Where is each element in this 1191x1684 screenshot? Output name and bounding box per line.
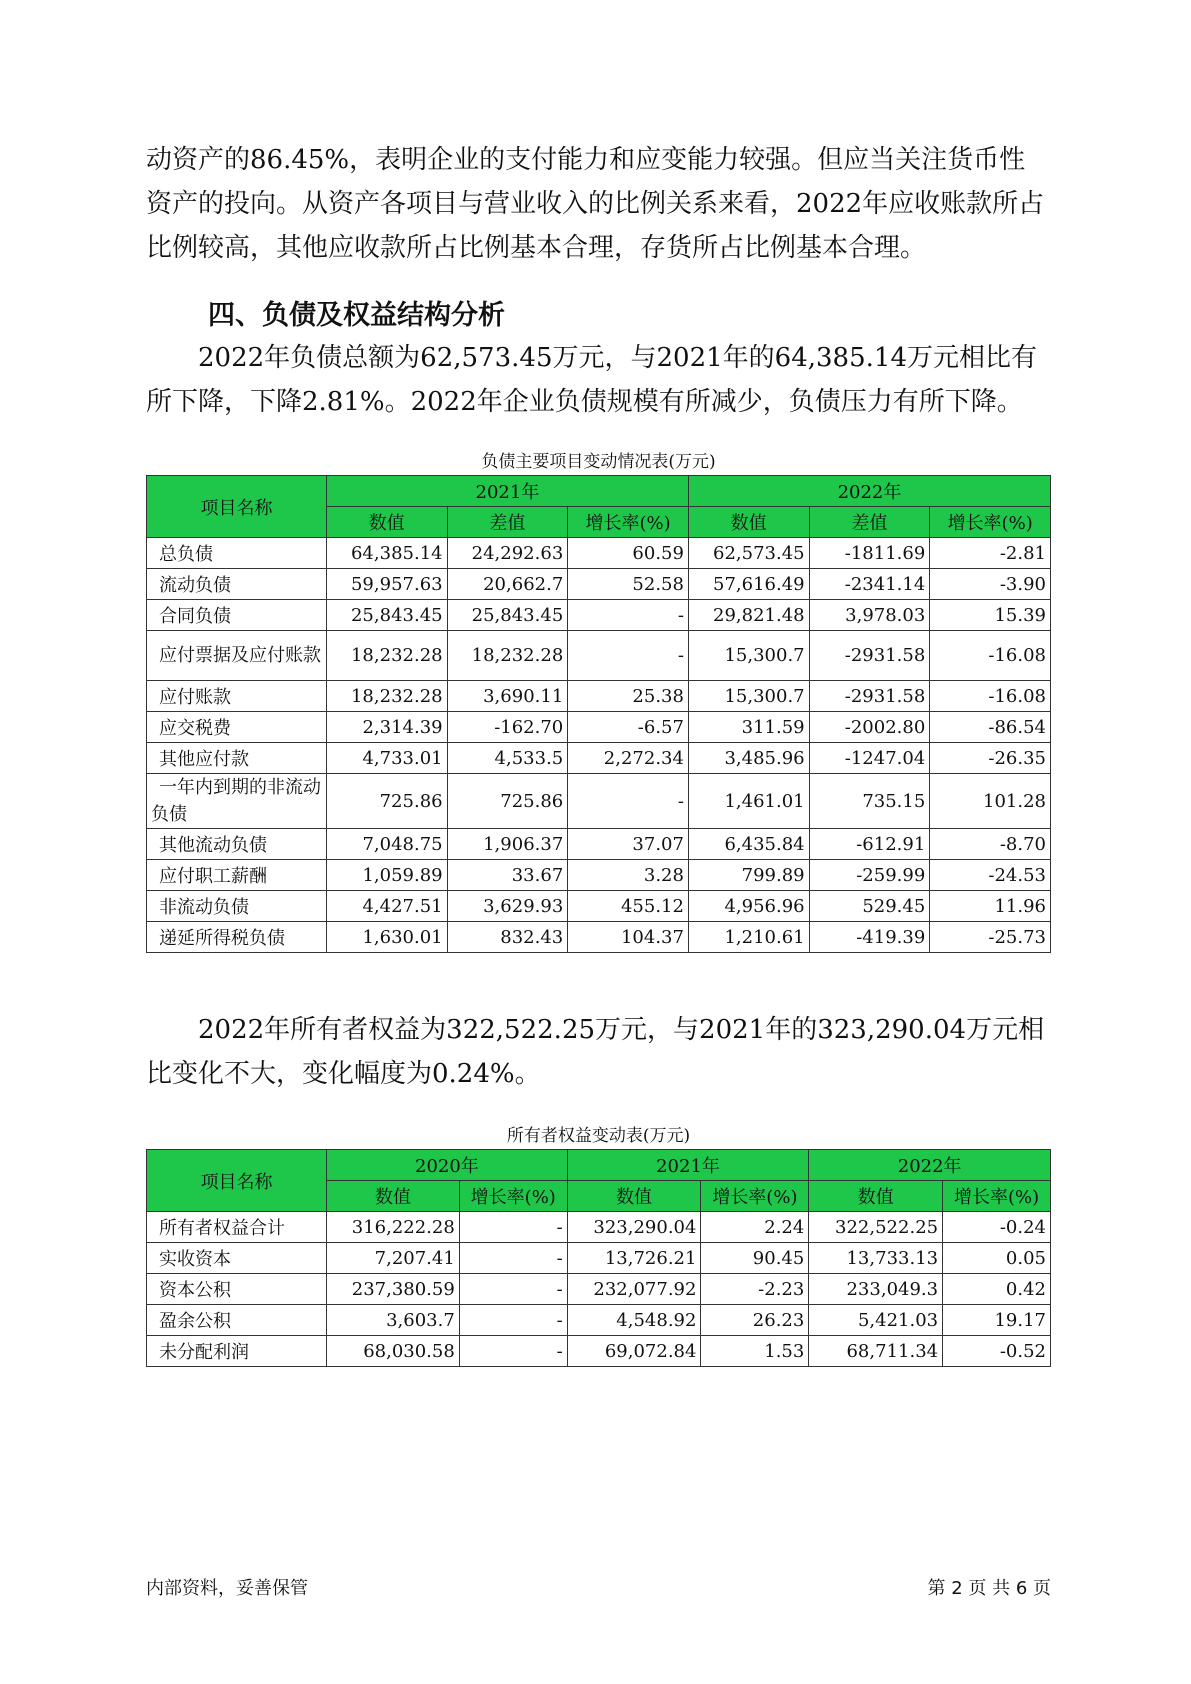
- cell-d1: 18,232.28: [447, 631, 568, 681]
- cell-d2: -1247.04: [809, 743, 930, 774]
- cell-r1: -6.57: [568, 712, 689, 743]
- cell-d2: 3,978.03: [809, 600, 930, 631]
- header-item-name: 项目名称: [147, 476, 327, 538]
- cell-v1: 59,957.63: [326, 569, 447, 600]
- cell-r2: 101.28: [930, 774, 1051, 829]
- paragraph-liabilities: 2022年负债总额为62,573.45万元，与2021年的64,385.14万元相比有所下降，下降2.81%。2022年企业负债规模有所减少，负债压力有所下降。: [146, 343, 1037, 417]
- cell-r1: -: [459, 1212, 567, 1243]
- cell-r2: -16.08: [930, 631, 1051, 681]
- table-row: [147, 774, 1051, 829]
- cell-r2: -86.54: [930, 712, 1051, 743]
- cell-d1: 20,662.7: [447, 569, 568, 600]
- table-row: [147, 860, 1051, 891]
- table-row: [147, 1243, 1051, 1274]
- cell-r1: 60.59: [568, 538, 689, 569]
- cell-d2: -419.39: [809, 922, 930, 953]
- cell-d1: 725.86: [447, 774, 568, 829]
- table-row: [147, 631, 1051, 681]
- header-rate: 增长率(%): [701, 1181, 809, 1212]
- cell-v1: 18,232.28: [326, 681, 447, 712]
- cell-r2: 1.53: [701, 1336, 809, 1367]
- cell-d2: -259.99: [809, 860, 930, 891]
- row-item-name: 总负债: [147, 538, 327, 569]
- row-item-name: 实收资本: [147, 1243, 327, 1274]
- cell-d1: -162.70: [447, 712, 568, 743]
- cell-r2: -2.23: [701, 1274, 809, 1305]
- cell-r2: 2.24: [701, 1212, 809, 1243]
- cell-r1: 104.37: [568, 922, 689, 953]
- cell-r1: 37.07: [568, 829, 689, 860]
- row-item-name: 一年内到期的非流动负债: [147, 774, 327, 829]
- cell-r2: -26.35: [930, 743, 1051, 774]
- cell-v1: 7,048.75: [326, 829, 447, 860]
- header-year-2022: 2022年: [809, 1150, 1051, 1181]
- cell-v3: 233,049.3: [809, 1274, 943, 1305]
- cell-v1: 1,630.01: [326, 922, 447, 953]
- cell-v2: 232,077.92: [567, 1274, 701, 1305]
- cell-v2: 311.59: [688, 712, 809, 743]
- cell-r1: -: [459, 1336, 567, 1367]
- cell-v1: 18,232.28: [326, 631, 447, 681]
- table-row: [147, 1212, 1051, 1243]
- cell-v2: 57,616.49: [688, 569, 809, 600]
- cell-r1: -: [459, 1274, 567, 1305]
- cell-v3: 68,711.34: [809, 1336, 943, 1367]
- cell-v1: 64,385.14: [326, 538, 447, 569]
- header-value: 数值: [567, 1181, 701, 1212]
- cell-d1: 24,292.63: [447, 538, 568, 569]
- table-row: [147, 681, 1051, 712]
- cell-v2: 1,461.01: [688, 774, 809, 829]
- header-value: 数值: [326, 507, 447, 538]
- cell-d1: 832.43: [447, 922, 568, 953]
- cell-r3: -0.24: [943, 1212, 1051, 1243]
- cell-v1: 237,380.59: [327, 1274, 460, 1305]
- header-value: 数值: [809, 1181, 943, 1212]
- cell-v1: 2,314.39: [326, 712, 447, 743]
- cell-d2: -2341.14: [809, 569, 930, 600]
- header-diff: 差值: [809, 507, 930, 538]
- cell-v2: 15,300.7: [688, 681, 809, 712]
- cell-v1: 3,603.7: [327, 1305, 460, 1336]
- footer-page-number: 第 2 页 共 6 页: [927, 1578, 1051, 1599]
- row-item-name: 其他流动负债: [147, 829, 327, 860]
- cell-v1: 25,843.45: [326, 600, 447, 631]
- cell-r3: 0.42: [943, 1274, 1051, 1305]
- row-item-name: 盈余公积: [147, 1305, 327, 1336]
- row-item-name: 其他应付款: [147, 743, 327, 774]
- cell-r1: 3.28: [568, 860, 689, 891]
- cell-d1: 33.67: [447, 860, 568, 891]
- equity-table: [146, 1149, 1051, 1367]
- cell-v2: 1,210.61: [688, 922, 809, 953]
- row-item-name: 未分配利润: [147, 1336, 327, 1367]
- row-item-name: 非流动负债: [147, 891, 327, 922]
- cell-v2: 6,435.84: [688, 829, 809, 860]
- cell-r2: 15.39: [930, 600, 1051, 631]
- cell-d1: 4,533.5: [447, 743, 568, 774]
- cell-v1: 4,427.51: [326, 891, 447, 922]
- cell-r1: 2,272.34: [568, 743, 689, 774]
- header-rate: 增长率(%): [568, 507, 689, 538]
- cell-r2: -25.73: [930, 922, 1051, 953]
- row-item-name: 递延所得税负债: [147, 922, 327, 953]
- cell-v2: 15,300.7: [688, 631, 809, 681]
- cell-r3: 0.05: [943, 1243, 1051, 1274]
- cell-d1: 1,906.37: [447, 829, 568, 860]
- section-heading: 四、负债及权益结构分析: [208, 300, 505, 331]
- cell-r1: 455.12: [568, 891, 689, 922]
- table-row: [147, 600, 1051, 631]
- cell-r1: -: [568, 774, 689, 829]
- cell-d2: -2931.58: [809, 681, 930, 712]
- cell-v2: 799.89: [688, 860, 809, 891]
- row-item-name: 流动负债: [147, 569, 327, 600]
- footer-confidential-note: 内部资料，妥善保管: [146, 1578, 308, 1599]
- row-item-name: 资本公积: [147, 1274, 327, 1305]
- cell-r2: -16.08: [930, 681, 1051, 712]
- cell-r1: -: [568, 600, 689, 631]
- cell-v2: 69,072.84: [567, 1336, 701, 1367]
- table-row: [147, 1305, 1051, 1336]
- cell-v1: 1,059.89: [326, 860, 447, 891]
- table-row: [147, 922, 1051, 953]
- cell-v2: 4,956.96: [688, 891, 809, 922]
- header-year-2021: 2021年: [326, 476, 688, 507]
- cell-r2: -2.81: [930, 538, 1051, 569]
- cell-r1: -: [459, 1243, 567, 1274]
- cell-v2: 3,485.96: [688, 743, 809, 774]
- table-row: [147, 538, 1051, 569]
- header-rate: 增长率(%): [459, 1181, 567, 1212]
- cell-r2: 26.23: [701, 1305, 809, 1336]
- row-item-name: 应付票据及应付账款: [147, 631, 327, 681]
- cell-d2: 735.15: [809, 774, 930, 829]
- cell-d2: 529.45: [809, 891, 930, 922]
- row-item-name: 应付账款: [147, 681, 327, 712]
- cell-r1: 25.38: [568, 681, 689, 712]
- cell-v1: 7,207.41: [327, 1243, 460, 1274]
- header-rate: 增长率(%): [930, 507, 1051, 538]
- table-row: [147, 1336, 1051, 1367]
- table-row: [147, 743, 1051, 774]
- header-year-2021: 2021年: [567, 1150, 809, 1181]
- cell-d2: -612.91: [809, 829, 930, 860]
- cell-v2: 29,821.48: [688, 600, 809, 631]
- table-row: [147, 712, 1051, 743]
- cell-v2: 323,290.04: [567, 1212, 701, 1243]
- cell-r2: -8.70: [930, 829, 1051, 860]
- row-item-name: 应交税费: [147, 712, 327, 743]
- table-row: [147, 891, 1051, 922]
- table-caption-liabilities: 负债主要项目变动情况表(万元): [481, 452, 716, 472]
- header-year-2022: 2022年: [688, 476, 1050, 507]
- cell-v1: 725.86: [326, 774, 447, 829]
- cell-v3: 13,733.13: [809, 1243, 943, 1274]
- paragraph-equity: 2022年所有者权益为322,522.25万元，与2021年的323,290.04万元相比变化不大，变化幅度为0.24%。: [146, 1015, 1045, 1089]
- cell-d1: 3,690.11: [447, 681, 568, 712]
- header-item-name: 项目名称: [147, 1150, 327, 1212]
- cell-v3: 322,522.25: [809, 1212, 943, 1243]
- cell-r3: -0.52: [943, 1336, 1051, 1367]
- cell-d2: -2002.80: [809, 712, 930, 743]
- cell-r2: -3.90: [930, 569, 1051, 600]
- header-diff: 差值: [447, 507, 568, 538]
- cell-r1: -: [568, 631, 689, 681]
- row-item-name: 合同负债: [147, 600, 327, 631]
- cell-r1: -: [459, 1305, 567, 1336]
- cell-d2: -2931.58: [809, 631, 930, 681]
- header-year-2020: 2020年: [327, 1150, 568, 1181]
- table-row: [147, 569, 1051, 600]
- cell-d2: -1811.69: [809, 538, 930, 569]
- cell-v2: 13,726.21: [567, 1243, 701, 1274]
- cell-r3: 19.17: [943, 1305, 1051, 1336]
- cell-r1: 52.58: [568, 569, 689, 600]
- cell-v2: 62,573.45: [688, 538, 809, 569]
- table-row: [147, 829, 1051, 860]
- table-caption-equity: 所有者权益变动表(万元): [506, 1126, 691, 1146]
- cell-v3: 5,421.03: [809, 1305, 943, 1336]
- cell-r2: 90.45: [701, 1243, 809, 1274]
- cell-v2: 4,548.92: [567, 1305, 701, 1336]
- cell-d1: 25,843.45: [447, 600, 568, 631]
- header-value: 数值: [327, 1181, 460, 1212]
- row-item-name: 应付职工薪酬: [147, 860, 327, 891]
- liabilities-table: [146, 475, 1051, 953]
- cell-v1: 316,222.28: [327, 1212, 460, 1243]
- row-item-name: 所有者权益合计: [147, 1212, 327, 1243]
- cell-r2: 11.96: [930, 891, 1051, 922]
- cell-v1: 4,733.01: [326, 743, 447, 774]
- paragraph-assets-conclusion: 动资产的86.45%，表明企业的支付能力和应变能力较强。但应当关注货币性资产的投向。从资产各项目与营业收入的比例关系来看，2022年应收账款所占比例较高，其他应收款所占比例基本合理，存货所占比例基本合理。: [146, 145, 1045, 263]
- table-row: [147, 1274, 1051, 1305]
- header-rate: 增长率(%): [943, 1181, 1051, 1212]
- cell-d1: 3,629.93: [447, 891, 568, 922]
- header-value: 数值: [688, 507, 809, 538]
- cell-r2: -24.53: [930, 860, 1051, 891]
- cell-v1: 68,030.58: [327, 1336, 460, 1367]
